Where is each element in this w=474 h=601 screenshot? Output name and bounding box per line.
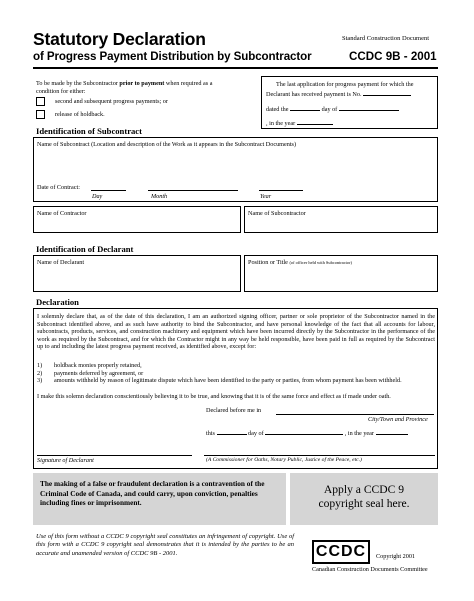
contract-day-field[interactable] [91,190,126,191]
declared-day-field[interactable] [217,429,247,435]
application-number-field[interactable] [363,90,411,96]
declared-year-field[interactable] [376,429,408,435]
contract-year-field[interactable] [259,190,303,191]
declared-before-label: Declared before me in [206,407,262,414]
ccdc-logo: CCDC [312,540,370,564]
progress-payments-checkbox[interactable] [36,97,45,106]
intro-text: To be made by the Subcontractor prior to payment when required as a condition for either: [36,80,213,95]
oath-paragraph: I make this solemn declaration conscientiously believing it to be true, and knowing that it is of the same force and effect as if made under oath. [37,393,391,400]
header-rule [33,67,438,69]
holdback-release-label: release of holdback. [55,111,105,118]
dated-month-field[interactable] [339,105,399,111]
doc-code: CCDC 9B - 2001 [349,50,437,63]
dated-day-field[interactable] [290,105,320,111]
copyright-seal-box: Apply a CCDC 9 copyright seal here. [290,473,438,525]
declaration-heading: Declaration [36,297,79,307]
subcontract-heading: Identification of Subcontract [36,126,142,136]
copyright-notice: Use of this form without a CCDC 9 copyright seal constitutes an infringement of copyright. Use of this form with a CCDC 9 copyright seal demonstrates that it is intended by the parties to be an accurate and unamended version of CCDC 9B - 2001. [36,533,294,557]
date-of-contract-label: Date of Contract: [37,184,80,191]
holdback-release-checkbox[interactable] [36,110,45,119]
subcontractor-name-box[interactable]: Name of Subcontractor [244,206,438,233]
warning-box [33,473,286,525]
dated-year-field[interactable] [297,119,333,125]
copyright-year: Copyright 2001 [376,553,416,560]
contract-month-field[interactable] [148,190,238,191]
city-province-field[interactable] [276,414,434,415]
progress-payments-label: second and subsequent progress payments; or [55,98,168,105]
exceptions-list: 1) holdback monies properly retained, 2) payments deferred by agreement, or 3) amounts withheld by reason of legitimate dispute which have been identified to the party or parties, from whom payment has been withheld. [37,362,402,384]
declarant-signature-field[interactable] [37,455,192,456]
declarant-heading: Identification of Declarant [36,244,134,254]
commissioner-signature-field[interactable] [204,455,435,456]
declaration-paragraph: I solemnly declare that, as of the date of this declaration, I am an authorized signing officer, partner or sole proprietor of the Subcontractor named in the Subcontract identified above, and as such have authority to bind the Subcontractor, and have personal knowledge of the fact that all accounts for labour, subcontracts, products, services, and construction machinery and equipment which have been incurred directly by the Subcontractor in the performance of the work as required by the Subcontract, and for which the Contractor might in any way be held responsible, have been paid in full as required by the Subcontract up to and including the latest progress payment received, as identified above, except for: [37,313,435,350]
declaration-box: I solemnly declare that, as of the date of this declaration, I am an authorized signing officer, partner or sole proprietor of the Subcontractor named in the Subcontract identified above, and as such have authority to bind the Subcontractor, and have personal knowledge of the fact that all accounts for labour, subcontracts, products, services, and construction machinery and equipment which have been incurred directly by the Subcontractor in the performance of the work as required by the Subcontract, and for which the Contractor might in any way be held responsible, have been paid in full as required by the Subcontract up to and including the latest progress payment received, as identified above, except for: 1) holdback monies properly retained, 2) payments deferred by agreement, or 3) amounts withheld by reason of legitimate dispute which have been identified to the party or parties, from whom payment has been withheld. I make this solemn declaration conscientiously believing it to be true, and knowing that it is of the same force and effect as if made under oath. Declared before me in City/Town and Province this day of , in the year Signature of Declarant (A Commissioner for Oaths, Notary Public, Justice of the Peace, etc.) [33,308,438,469]
form-title: Statutory Declaration [33,29,206,49]
form-subtitle: of Progress Payment Distribution by Subcontractor [33,50,312,63]
doc-type: Standard Construction Document [342,35,430,42]
subcontract-name-box[interactable]: Name of Subcontract (Location and description of the Work as it appears in the Subcontract Documents) Date of Contract: Day Month Year [33,137,438,202]
committee-name: Canadian Construction Documents Committee [312,566,428,573]
last-application-box: The last application for progress payment for which the Declarant has received payment is No. dated the day of , in the year [261,76,438,129]
warning-text: The making of a false or fraudulent declaration is a contravention of the Criminal Code of Canada, and could carry, upon conviction, penalties including fines or imprisonment. [40,479,265,508]
declarant-name-box[interactable]: Name of Declarant [33,255,241,292]
declared-month-field[interactable] [265,429,343,435]
declarant-position-box[interactable]: Position or Title (of officer held with Subcontractor) [244,255,438,292]
contractor-name-box[interactable]: Name of Contractor [33,206,241,233]
